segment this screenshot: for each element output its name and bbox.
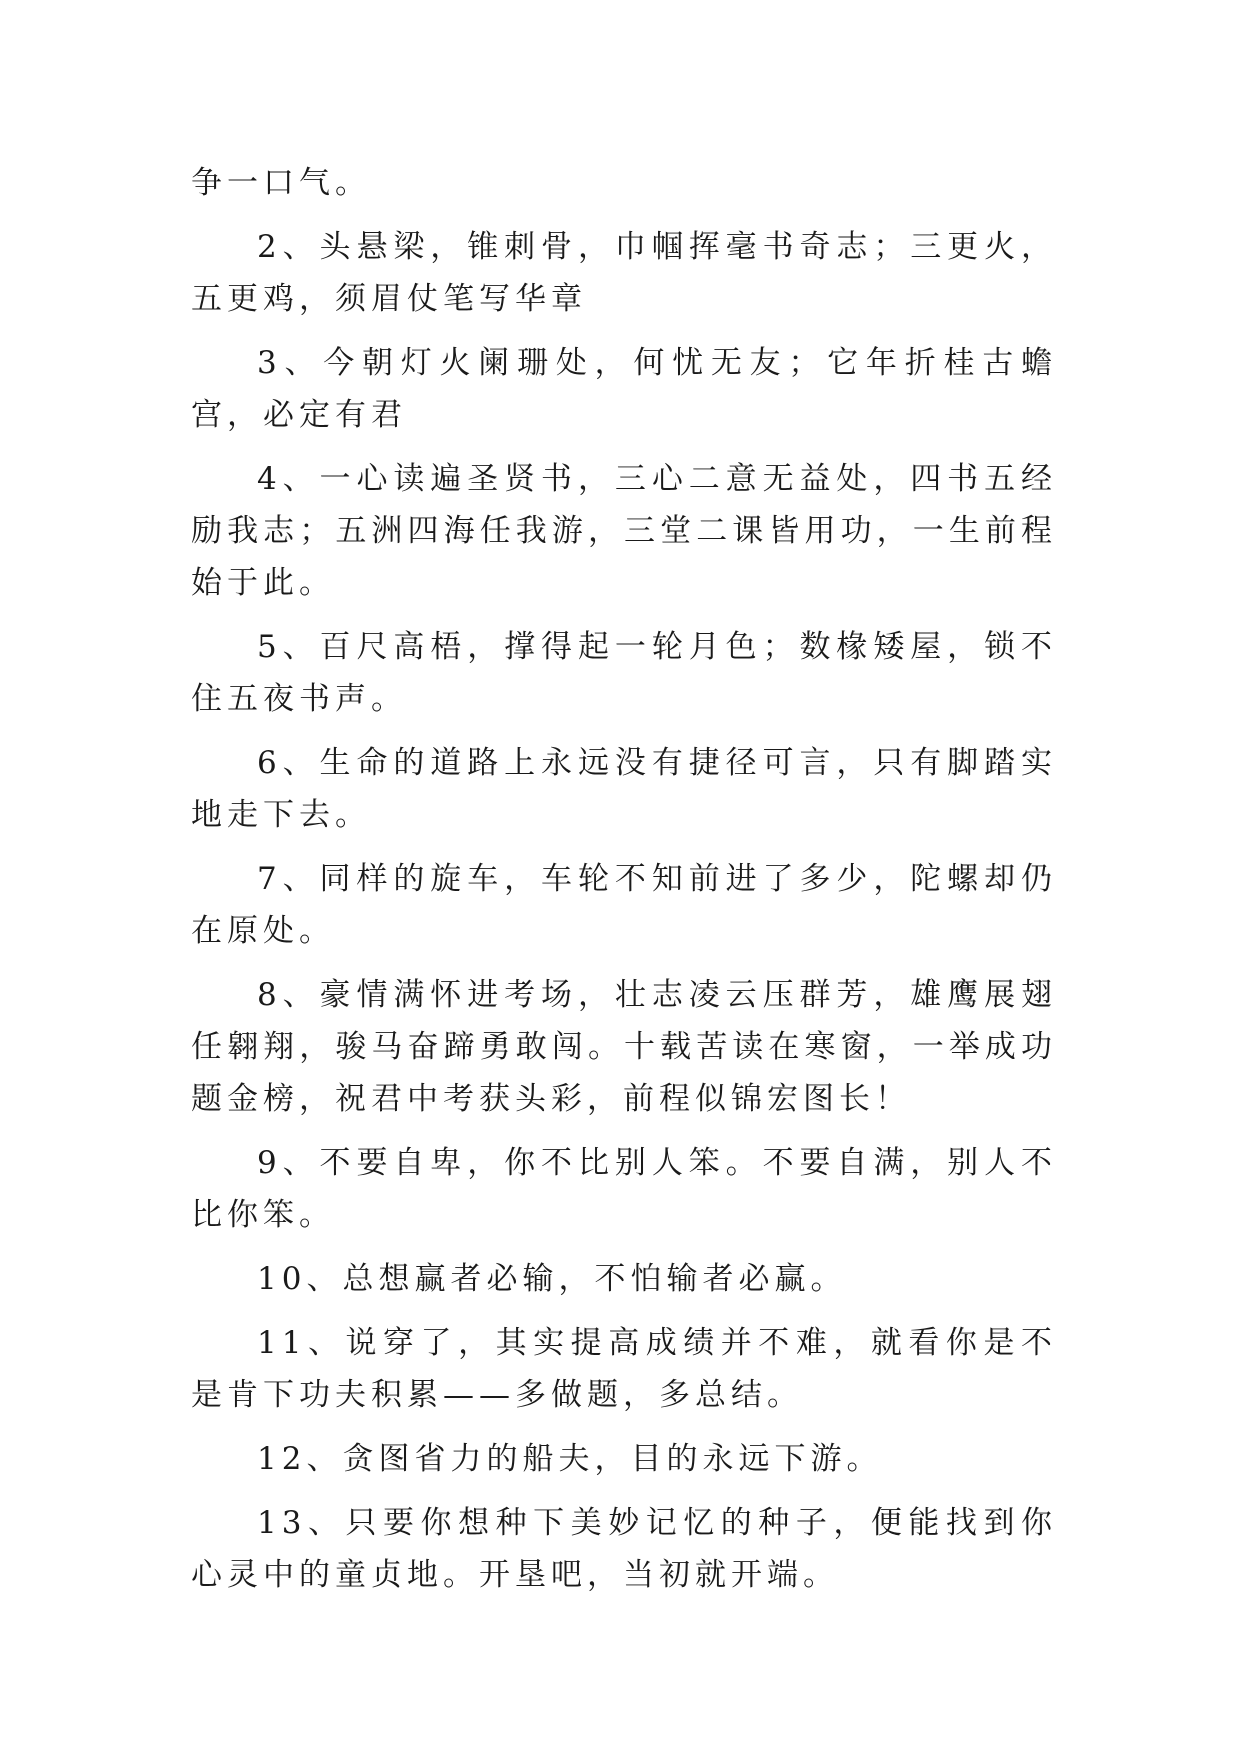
quote-item-12: 12、贪图省力的船夫，目的永远下游。 <box>257 1441 883 1477</box>
quote-item-7: 7、同样的旋车，车轮不知前进了多少，陀螺却仍在原处。 <box>191 861 1057 949</box>
quote-item-9: 9、不要自卑，你不比别人笨。不要自满，别人不比你笨。 <box>191 1145 1057 1233</box>
quote-item-6: 6、生命的道路上永远没有捷径可言，只有脚踏实地走下去。 <box>191 745 1057 833</box>
quote-item-8: 8、豪情满怀进考场，壮志凌云压群芳，雄鹰展翅任翱翔，骏马奋蹄勇敢闯。十载苦读在寒窗，一举成功题金榜，祝君中考获头彩，前程似锦宏图长！ <box>191 977 1057 1117</box>
quote-item-13: 13、只要你想种下美妙记忆的种子，便能找到你心灵中的童贞地。开垦吧，当初就开端。 <box>191 1505 1057 1593</box>
quote-item-10: 10、总想赢者必输，不怕输者必赢。 <box>257 1261 847 1297</box>
paragraph-continuation: 争一口气。 <box>191 165 371 201</box>
document-body <box>191 157 1057 1613</box>
quote-item-3: 3、今朝灯火阑珊处，何忧无友；它年折桂古蟾宫，必定有君 <box>191 345 1057 433</box>
quote-item-4: 4、一心读遍圣贤书，三心二意无益处，四书五经励我志；五洲四海任我游，三堂二课皆用功，一生前程始于此。 <box>191 461 1057 601</box>
quote-item-5: 5、百尺高梧，撑得起一轮月色；数椽矮屋，锁不住五夜书声。 <box>191 629 1057 717</box>
quote-item-2: 2、头悬梁，锥刺骨，巾帼挥毫书奇志；三更火，五更鸡，须眉仗笔写华章 <box>191 229 1057 317</box>
quote-item-11: 11、说穿了，其实提高成绩并不难，就看你是不是肯下功夫积累——多做题，多总结。 <box>191 1325 1057 1413</box>
